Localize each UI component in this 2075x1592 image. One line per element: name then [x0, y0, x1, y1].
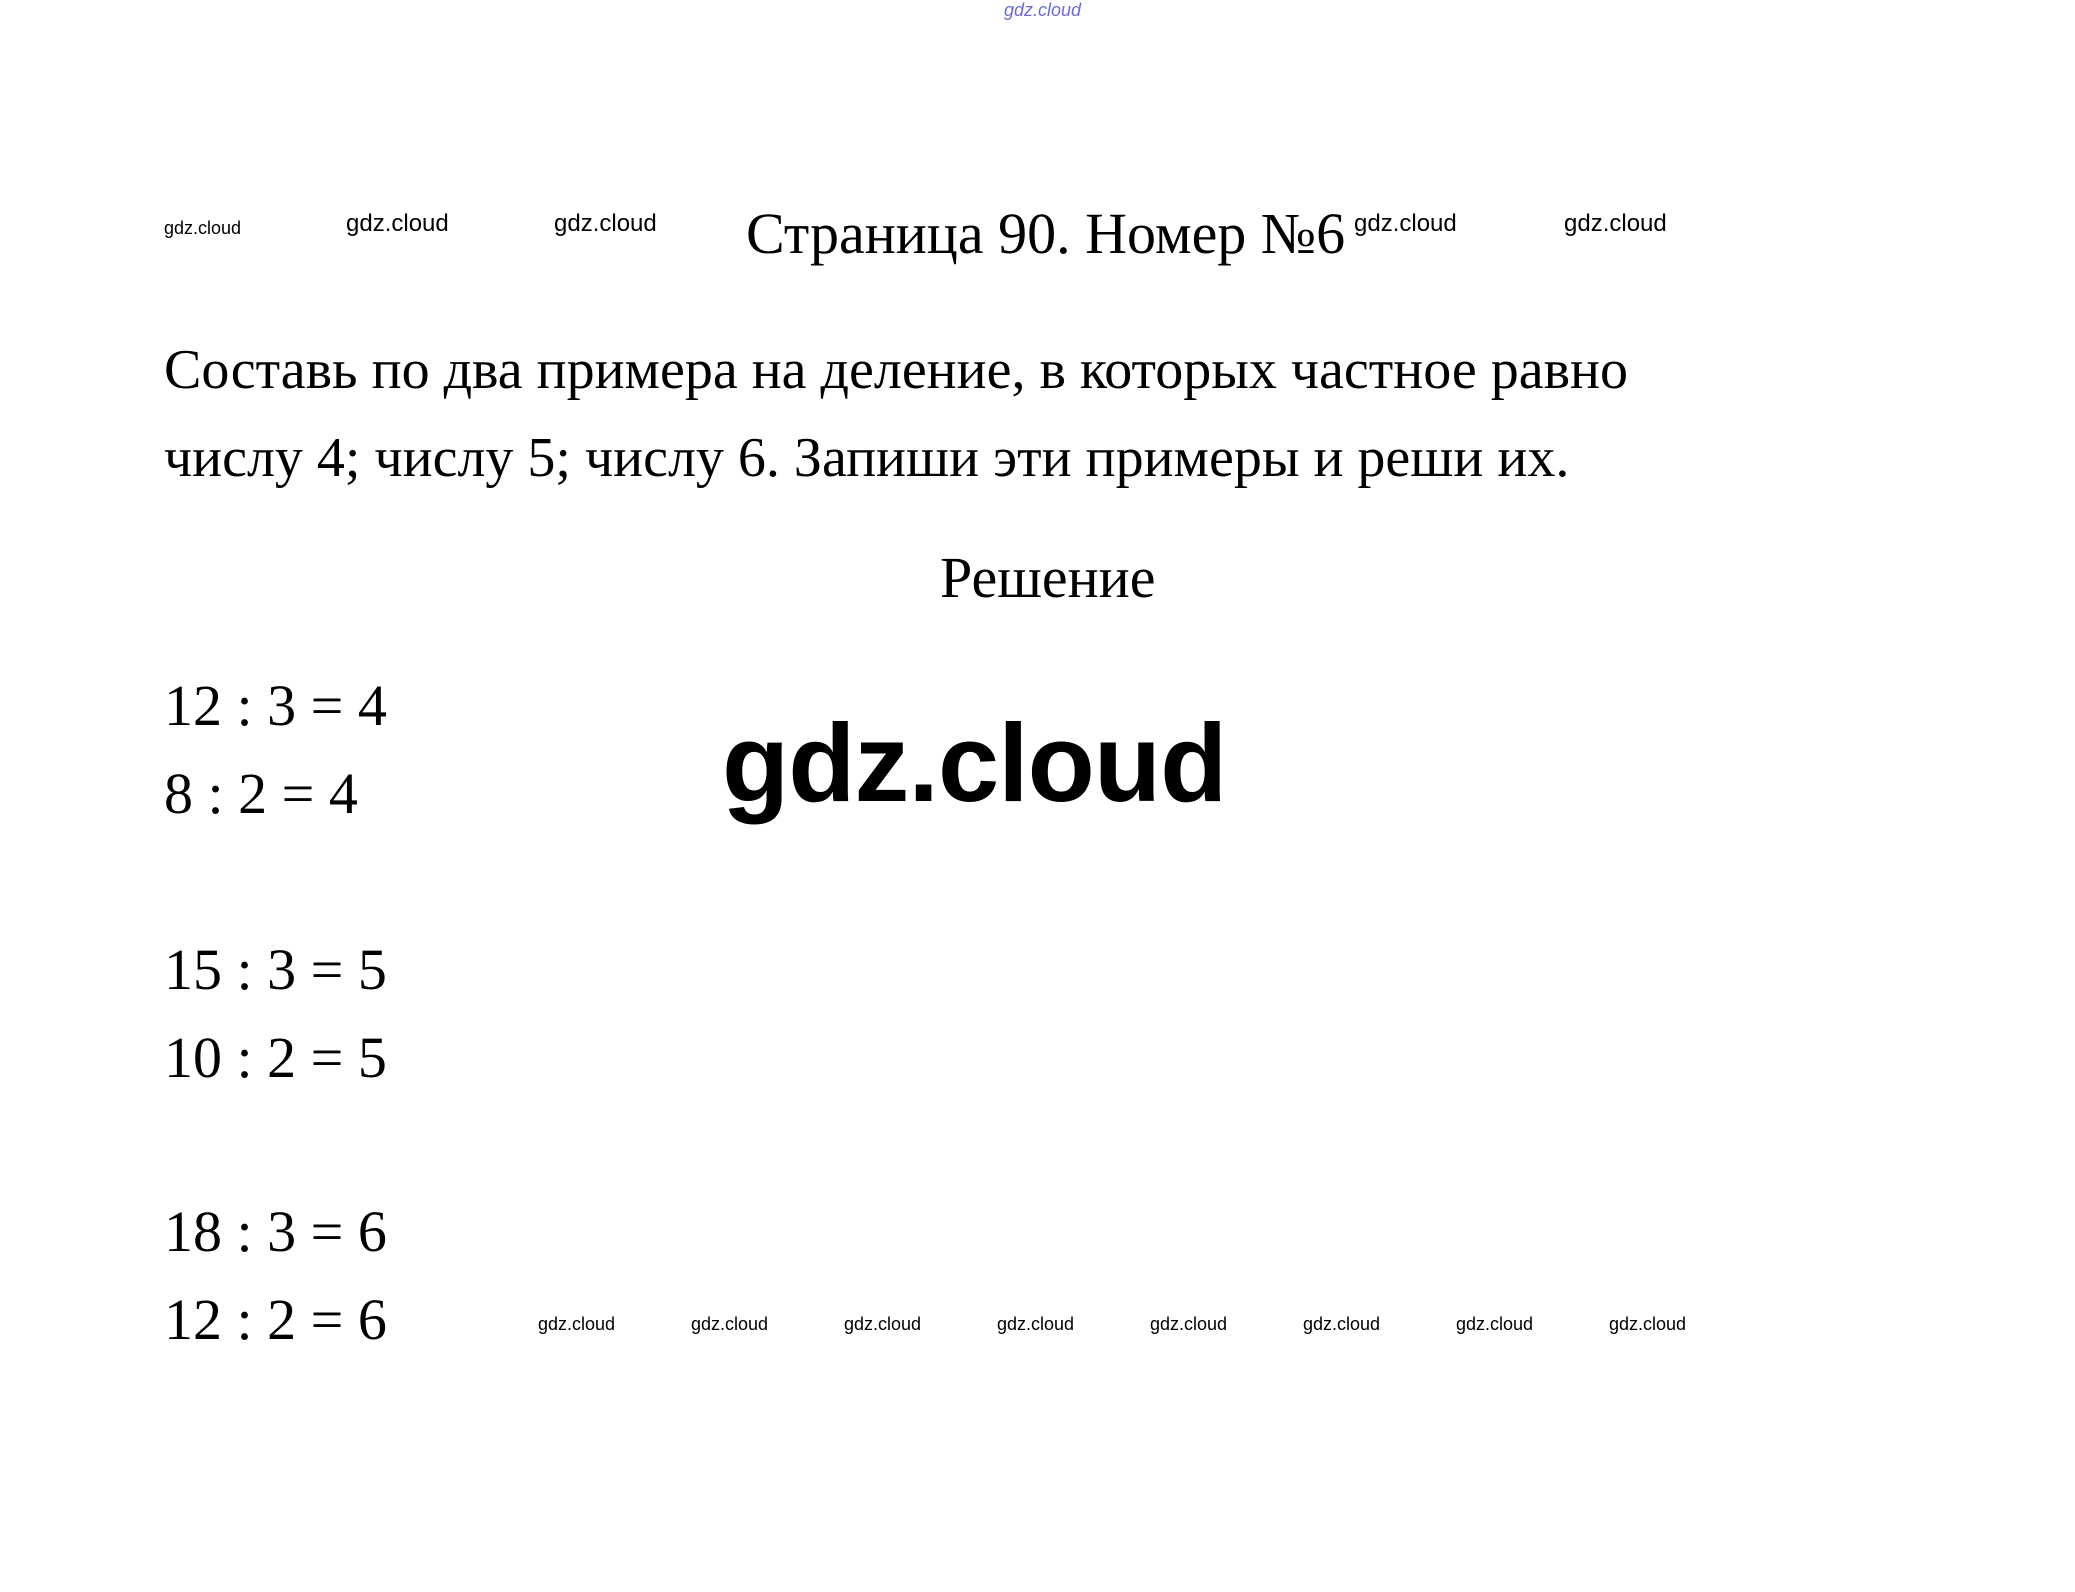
example-quotient-5-a: 15 : 3 = 5 — [164, 937, 387, 1002]
watermark-bottom-6: gdz.cloud — [1303, 1314, 1381, 1334]
example-quotient-5-b: 10 : 2 = 5 — [164, 1025, 387, 1090]
watermark-bottom-4: gdz.cloud — [997, 1314, 1075, 1334]
watermark-bottom-1: gdz.cloud — [538, 1314, 616, 1334]
example-quotient-6-b: 12 : 2 = 6 — [164, 1287, 387, 1352]
page-title: Страница 90. Номер №6 — [746, 201, 1346, 266]
watermark-bottom-3: gdz.cloud — [844, 1314, 922, 1334]
example-quotient-4-a: 12 : 3 = 4 — [164, 673, 387, 738]
task-line-1: Составь по два примера на деление, в которых частное равно — [164, 339, 1629, 401]
solution-heading: Решение — [940, 545, 1156, 610]
watermark-bottom-2: gdz.cloud — [691, 1314, 769, 1334]
task-text — [164, 326, 1764, 502]
task-line-2: числу 4; числу 5; числу 6. Запиши эти примеры и реши их. — [164, 427, 1570, 489]
watermark-header-1: gdz.cloud — [164, 218, 242, 238]
watermark-bottom-5: gdz.cloud — [1150, 1314, 1228, 1334]
watermark-header-3: gdz.cloud — [554, 210, 657, 237]
example-quotient-4-b: 8 : 2 = 4 — [164, 761, 358, 826]
watermark-bottom-8: gdz.cloud — [1609, 1314, 1687, 1334]
example-quotient-6-a: 18 : 3 = 6 — [164, 1199, 387, 1264]
watermark-center: gdz.cloud — [722, 702, 1227, 825]
watermark-header-5: gdz.cloud — [1564, 210, 1667, 237]
watermark-header-4: gdz.cloud — [1354, 210, 1457, 237]
watermark-top: gdz.cloud — [1004, 0, 1082, 20]
watermark-bottom-7: gdz.cloud — [1456, 1314, 1534, 1334]
watermark-header-2: gdz.cloud — [346, 210, 449, 237]
